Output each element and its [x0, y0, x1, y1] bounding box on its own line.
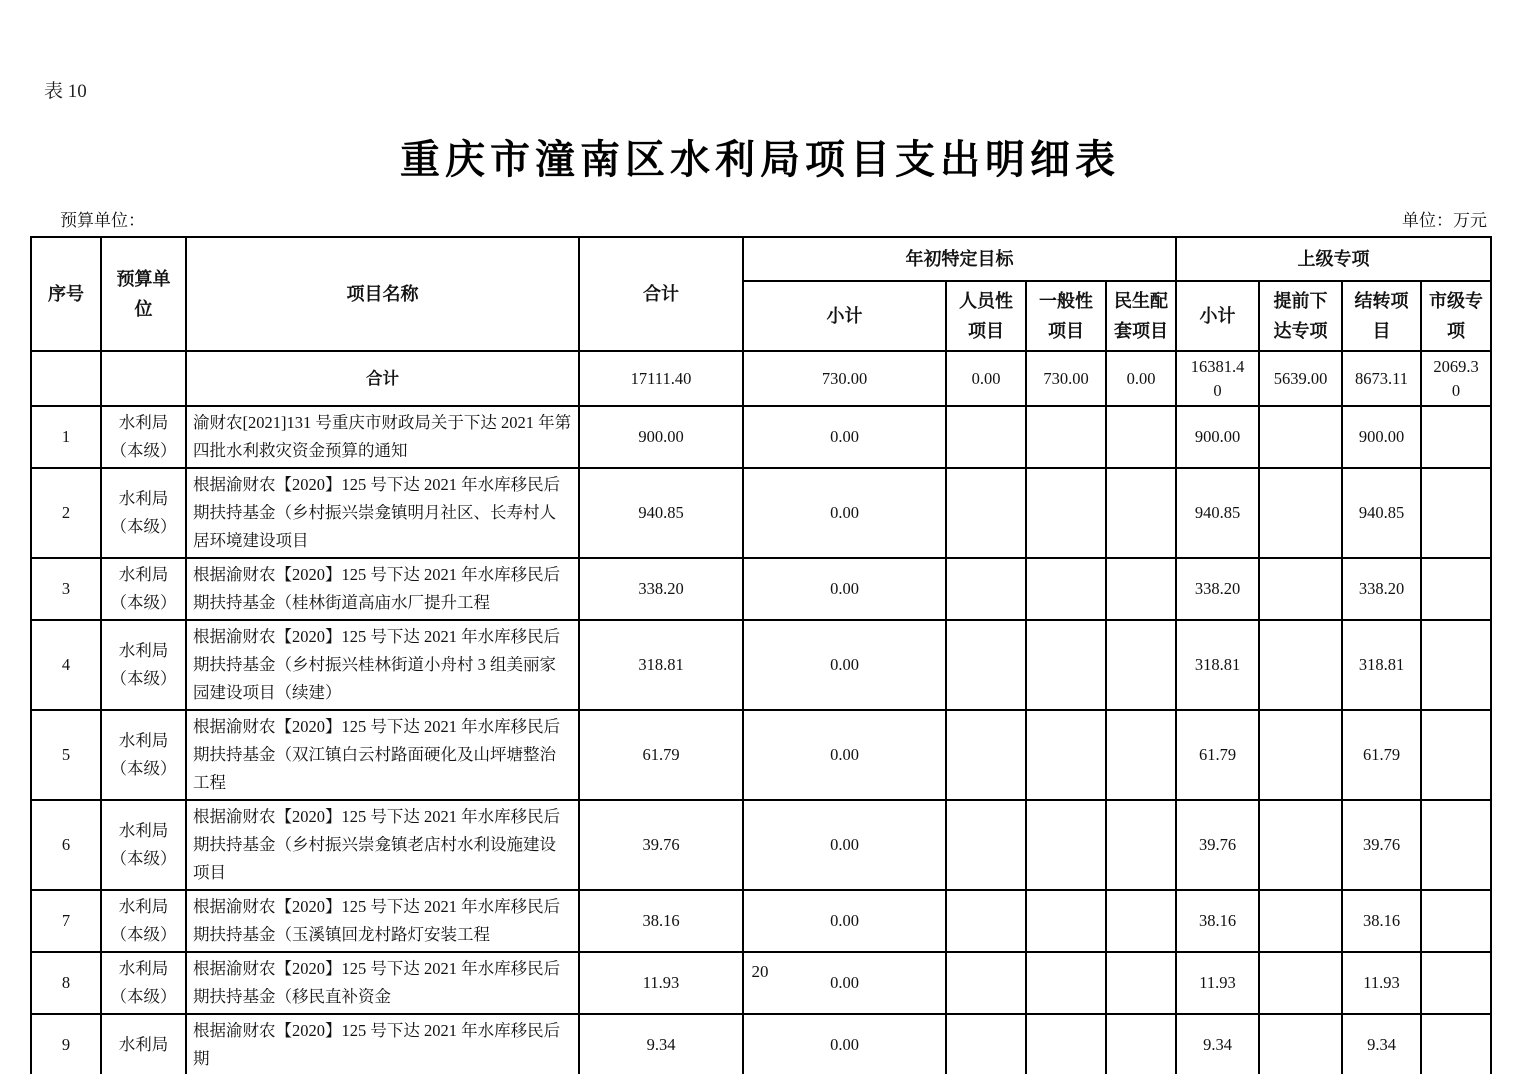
cell-municipal: [1421, 890, 1491, 952]
cell-livelihood: [1106, 890, 1176, 952]
cell-advance: [1259, 710, 1342, 800]
cell-total: 900.00: [579, 406, 743, 468]
cell-general: [1026, 710, 1106, 800]
cell-personnel: [946, 800, 1026, 890]
header-total: 合计: [579, 237, 743, 351]
cell-seq: 9: [31, 1014, 101, 1074]
cell-general: [1026, 800, 1106, 890]
cell-livelihood: [1106, 558, 1176, 620]
cell-municipal: [1421, 710, 1491, 800]
table-row: [31, 558, 1491, 620]
cell-budget-unit: 水利局（本级）: [101, 800, 186, 890]
cell-livelihood: [1106, 1014, 1176, 1074]
cell-seq: 3: [31, 558, 101, 620]
cell-carryover: 318.81: [1342, 620, 1421, 710]
cell-carryover: 900.00: [1342, 406, 1421, 468]
cell-ys-subtotal: 0.00: [743, 890, 946, 952]
cell-advance: [1259, 620, 1342, 710]
totals-municipal-value: 2069.30: [1433, 356, 1479, 400]
cell-ys-subtotal: 0.00: [743, 620, 946, 710]
cell-advance: [1259, 468, 1342, 558]
currency-unit-label: 单位：万元: [1402, 211, 1487, 230]
cell-seq: 2: [31, 468, 101, 558]
totals-row: [31, 351, 1491, 406]
cell-project-name: 根据渝财农【2020】125 号下达 2021 年水库移民后期扶持基金（玉溪镇回龙村路灯安装工程: [186, 890, 579, 952]
header-superior-group: 上级专项: [1176, 237, 1491, 281]
header-seq: 序号: [31, 237, 101, 351]
cell-general: [1026, 468, 1106, 558]
cell-general: [1026, 620, 1106, 710]
expenditure-table: [30, 236, 1492, 1074]
cell-seq: 1: [31, 406, 101, 468]
cell-personnel: [946, 890, 1026, 952]
cell-project-name: 根据渝财农【2020】125 号下达 2021 年水库移民后期扶持基金（乡村振兴崇龛镇老店村水利设施建设项目: [186, 800, 579, 890]
cell-municipal: [1421, 1014, 1491, 1074]
cell-sp-subtotal: 900.00: [1176, 406, 1259, 468]
cell-ys-subtotal: 0.00: [743, 468, 946, 558]
cell-general: [1026, 890, 1106, 952]
cell-ys-subtotal: 0.00: [743, 406, 946, 468]
cell-ys-subtotal: 0.00: [743, 800, 946, 890]
cell-personnel: [946, 620, 1026, 710]
table-row: [31, 620, 1491, 710]
totals-total: 17111.40: [579, 351, 743, 406]
header-general: 一般性项目: [1026, 281, 1106, 351]
cell-municipal: [1421, 558, 1491, 620]
cell-advance: [1259, 890, 1342, 952]
totals-personnel: 0.00: [946, 351, 1026, 406]
cell-seq: 6: [31, 800, 101, 890]
totals-sp-subtotal: [1176, 351, 1259, 406]
cell-project-name: 渝财农[2021]131 号重庆市财政局关于下达 2021 年第四批水利救灾资金预算的通知: [186, 406, 579, 468]
cell-total: 318.81: [579, 620, 743, 710]
totals-ys-subtotal: 730.00: [743, 351, 946, 406]
cell-livelihood: [1106, 710, 1176, 800]
header-municipal: 市级专项: [1421, 281, 1491, 351]
cell-budget-unit: 水利局（本级）: [101, 406, 186, 468]
cell-budget-unit: 水利局（本级）: [101, 890, 186, 952]
totals-carryover: 8673.11: [1342, 351, 1421, 406]
cell-project-name: 根据渝财农【2020】125 号下达 2021 年水库移民后期扶持基金（移民直补资金: [186, 952, 579, 1014]
cell-budget-unit: 水利局: [101, 1014, 186, 1074]
cell-livelihood: [1106, 468, 1176, 558]
cell-sp-subtotal: 61.79: [1176, 710, 1259, 800]
table-number-label: 表 10: [44, 81, 87, 102]
cell-project-name: 根据渝财农【2020】125 号下达 2021 年水库移民后期扶持基金（乡村振兴崇龛镇明月社区、长寿村人居环境建设项目: [186, 468, 579, 558]
cell-carryover: 61.79: [1342, 710, 1421, 800]
header-budget-unit: 预算单位: [101, 237, 186, 351]
cell-personnel: [946, 558, 1026, 620]
cell-budget-unit: 水利局（本级）: [101, 558, 186, 620]
cell-sp-subtotal: 39.76: [1176, 800, 1259, 890]
cell-carryover: 338.20: [1342, 558, 1421, 620]
table-row: [31, 1014, 1491, 1074]
table-row: [31, 890, 1491, 952]
cell-project-name: 根据渝财农【2020】125 号下达 2021 年水库移民后期: [186, 1014, 579, 1074]
cell-ys-subtotal: 0.00: [743, 558, 946, 620]
cell-advance: [1259, 406, 1342, 468]
cell-budget-unit: 水利局（本级）: [101, 952, 186, 1014]
totals-livelihood: 0.00: [1106, 351, 1176, 406]
header-project-name: 项目名称: [186, 237, 579, 351]
budget-unit-label: 预算单位：: [60, 211, 145, 230]
cell-total: 38.16: [579, 890, 743, 952]
cell-total: 11.93: [579, 952, 743, 1014]
header-sp-subtotal: 小计: [1176, 281, 1259, 351]
header-ys-subtotal: 小计: [743, 281, 946, 351]
cell-sp-subtotal: 318.81: [1176, 620, 1259, 710]
cell-sp-subtotal: 38.16: [1176, 890, 1259, 952]
cell-seq: 4: [31, 620, 101, 710]
cell-carryover: 38.16: [1342, 890, 1421, 952]
cell-personnel: [946, 468, 1026, 558]
cell-seq: [31, 351, 101, 406]
cell-ys-subtotal: 0.00: [743, 710, 946, 800]
cell-seq: 7: [31, 890, 101, 952]
cell-municipal: [1421, 800, 1491, 890]
cell-advance: [1259, 800, 1342, 890]
cell-budget-unit: 水利局（本级）: [101, 468, 186, 558]
cell-livelihood: [1106, 406, 1176, 468]
cell-budget-unit: [101, 351, 186, 406]
totals-general: 730.00: [1026, 351, 1106, 406]
cell-general: [1026, 406, 1106, 468]
cell-sp-subtotal: 11.93: [1176, 952, 1259, 1014]
cell-project-name: 根据渝财农【2020】125 号下达 2021 年水库移民后期扶持基金（乡村振兴桂林街道小舟村 3 组美丽家园建设项目（续建）: [186, 620, 579, 710]
cell-sp-subtotal: 940.85: [1176, 468, 1259, 558]
cell-general: [1026, 558, 1106, 620]
cell-carryover: 9.34: [1342, 1014, 1421, 1074]
page-number: 20: [751, 962, 769, 981]
page-title: 重庆市潼南区水利局项目支出明细表: [400, 137, 1120, 182]
totals-label: 合计: [186, 351, 579, 406]
totals-municipal: [1421, 351, 1491, 406]
cell-budget-unit: 水利局（本级）: [101, 620, 186, 710]
cell-carryover: 39.76: [1342, 800, 1421, 890]
cell-total: 9.34: [579, 1014, 743, 1074]
header-row-1: [31, 237, 1491, 281]
cell-advance: [1259, 558, 1342, 620]
cell-livelihood: [1106, 800, 1176, 890]
header-advance: 提前下达专项: [1259, 281, 1342, 351]
header-livelihood: 民生配套项目: [1106, 281, 1176, 351]
cell-total: 940.85: [579, 468, 743, 558]
table-row: [31, 468, 1491, 558]
cell-ys-subtotal: 0.00: [743, 1014, 946, 1074]
cell-project-name: 根据渝财农【2020】125 号下达 2021 年水库移民后期扶持基金（桂林街道高庙水厂提升工程: [186, 558, 579, 620]
cell-carryover: 11.93: [1342, 952, 1421, 1014]
cell-personnel: [946, 1014, 1026, 1074]
cell-total: 338.20: [579, 558, 743, 620]
header-personnel: 人员性项目: [946, 281, 1026, 351]
cell-municipal: [1421, 620, 1491, 710]
cell-budget-unit: 水利局（本级）: [101, 710, 186, 800]
cell-general: [1026, 1014, 1106, 1074]
header-year-start-group: 年初特定目标: [743, 237, 1176, 281]
cell-seq: 5: [31, 710, 101, 800]
cell-personnel: [946, 710, 1026, 800]
cell-ys-subtotal: 0.00: [743, 952, 946, 1014]
cell-advance: [1259, 1014, 1342, 1074]
cell-carryover: 940.85: [1342, 468, 1421, 558]
cell-municipal: [1421, 468, 1491, 558]
cell-seq: 8: [31, 952, 101, 1014]
cell-total: 61.79: [579, 710, 743, 800]
table-row: [31, 406, 1491, 468]
table-row: [31, 800, 1491, 890]
totals-advance: 5639.00: [1259, 351, 1342, 406]
header-carryover: 结转项目: [1342, 281, 1421, 351]
cell-livelihood: [1106, 620, 1176, 710]
cell-personnel: [946, 406, 1026, 468]
cell-project-name: 根据渝财农【2020】125 号下达 2021 年水库移民后期扶持基金（双江镇白云村路面硬化及山坪塘整治工程: [186, 710, 579, 800]
cell-sp-subtotal: 338.20: [1176, 558, 1259, 620]
table-row: [31, 710, 1491, 800]
cell-total: 39.76: [579, 800, 743, 890]
cell-sp-subtotal: 9.34: [1176, 1014, 1259, 1074]
totals-sp-subtotal-value: 16381.40: [1190, 356, 1245, 400]
cell-municipal: [1421, 406, 1491, 468]
